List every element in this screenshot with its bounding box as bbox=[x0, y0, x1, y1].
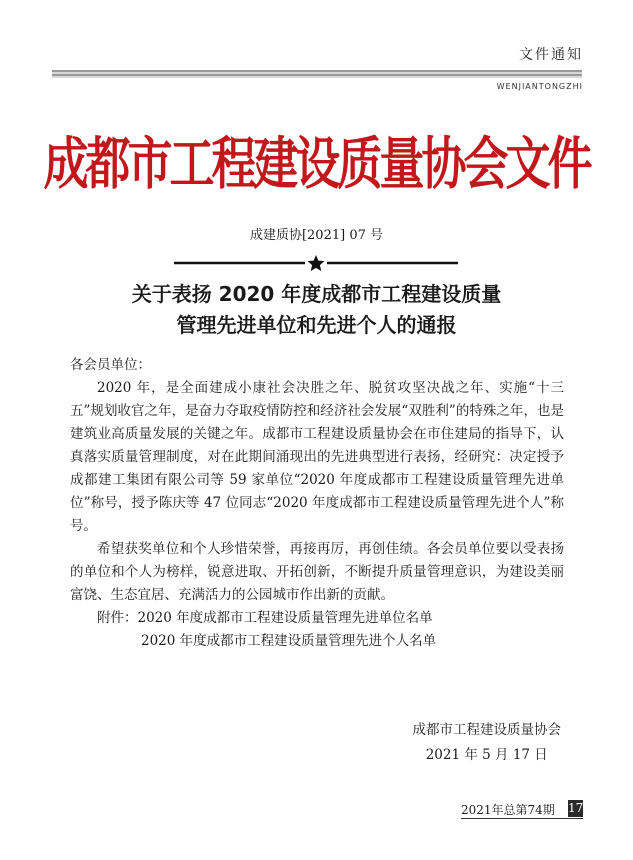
star-divider bbox=[174, 253, 458, 273]
title-line: 管理先进单位和先进个人的通报 bbox=[176, 313, 457, 337]
notice-body bbox=[70, 354, 564, 653]
section-name: 文件通知 bbox=[519, 47, 583, 63]
section-pinyin: WENJIANTONGZHI bbox=[496, 82, 583, 91]
star-icon bbox=[308, 255, 325, 271]
masthead-title: 成都市工程建设质量协会文件 bbox=[43, 130, 590, 197]
body-paragraph: 2020 年，是全面建成小康社会决胜之年、脱贫攻坚决战之年、实施“十三五”规划收官之年，是奋力夺取疫情防控和经济社会发展“双胜利”的特殊之年，也是建筑业高质量发展的关键之年。成都市工程建设质量协会在市住建局的指导下，认真落实质量管理制度，对在此期间涌现出的先进典型进行表扬，经研究：决定授予成都建工集团有限公司等 59 家单位“2020 年度成都市工程建设质量管理先进单位”称号，授予陈庆等 47 位同志“2020 年度成都市工程建设质量管理先进个人”称号。 bbox=[70, 380, 564, 534]
title-line: 关于表扬 2020 年度成都市工程建设质量 bbox=[131, 282, 502, 306]
issue-number: 2021年总第74期 bbox=[461, 803, 555, 817]
page-footer bbox=[461, 800, 583, 819]
signature-org: 成都市工程建设质量协会 bbox=[412, 722, 561, 738]
attachment-item: 2020 年度成都市工程建设质量管理先进个人名单 bbox=[141, 633, 437, 649]
body-paragraph: 希望获奖单位和个人珍惜荣誉，再接再厉，再创佳绩。各会员单位要以受表扬的单位和个人为榜样，锐意进取、开拓创新，不断提升质量管理意识，为建设美丽富饶、生态宜居、充满活力的公园城市作出新的贡献。 bbox=[70, 541, 564, 603]
header-rule bbox=[52, 70, 582, 78]
attachment-item: 附件：2020 年度成都市工程建设质量管理先进单位名单 bbox=[97, 610, 433, 626]
signature-block bbox=[413, 718, 562, 768]
page-number: 17 bbox=[568, 801, 584, 815]
salutation: 各会员单位： bbox=[70, 357, 151, 373]
document-number: 成建质协[2021] 07 号 bbox=[249, 228, 384, 243]
notice-title bbox=[0, 279, 633, 341]
signature-date: 2021 年 5 月 17 日 bbox=[425, 747, 548, 763]
